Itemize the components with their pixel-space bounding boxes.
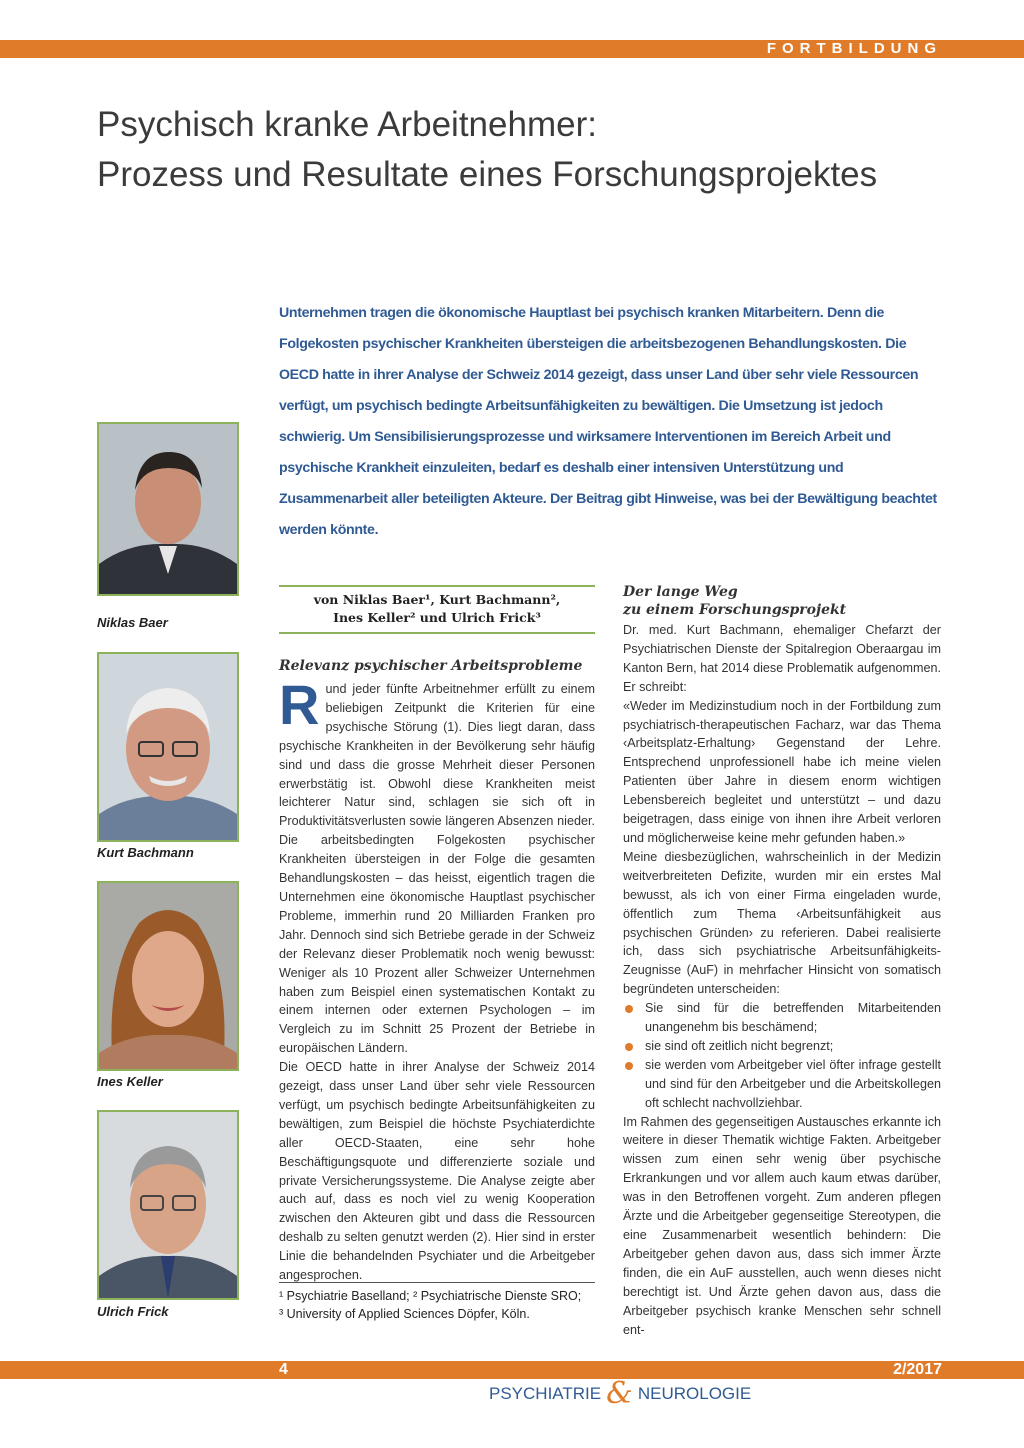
portrait-icon [99,883,237,1069]
byline-rule-bottom [279,632,595,634]
byline-rule-top [279,585,595,587]
byline-line-1: von Niklas Baer¹, Kurt Bachmann², [313,592,561,607]
heading-line-1: Der lange Weg [623,584,738,600]
paragraph: Im Rahmen des gegenseitigen Austausches erkannte ich weitere in dieser Thematik wichtige Fakten. Arbeitgeber wissen zum einen sehr wenig über psychische Erkrankungen und vor allem auch kaum etwas darüber, was in den Betroffenen vorgeht. Zum anderen pflegen Ärzte und die Arbeitgeber gegenseitige Stereotypen, die eine Zusammenarbeit wesentlich behindern: Die Arbeitgeber gehen davon aus, dass sich immer Ärzte finden, die ein AuF ausstellen, auch wenn dieses nicht berechtigt ist. Und Ärzte gehen davon aus, dass die Arbeitgeber psychisch kranke Menschen sehr schnell ent- [623,1114,941,1337]
quote-paragraph: «Weder im Medizinstudium noch in der Fortbildung zum psychiatrisch-therapeutischen Facharz, war das Thema ‹Arbeitsplatz-Erhaltung› Gegenstand der Lehre. Entsprechend unprofessionell habe ich meine vielen Patienten über Jahre in diesem enorm wichtigen Lebensbereich begleitet und unterstützt – und dazu beigetragen, dass einige von ihnen ihre Arbeit verloren und möglicherweise keine mehr gefunden haben.» [623,698,941,845]
paragraph: Die OECD hatte in ihrer Analyse der Schweiz 2014 gezeigt, dass unser Land über sehr viele Ressourcen verfügt, um psychisch bedingte Arbeitsunfähigkeiten zu bewältigen, zum Beispiel die höchste Psychiaterdichte aller OECD-Staaten, eine sehr hohe Beschäftigungsquote und differenzierte soziale und private Versicherungssysteme. Die Analyse zeigte aber auch auf, dass es noch viel zu wenig Kooperation zwischen den Akteuren gibt und dass die Ressourcen deshalb zu selten genutzt werden (2). Hier sind in erster Linie die behandelnden Psychiater und die Arbeitgeber angesprochen. [279,1060,595,1283]
footnote-line-1: ¹ Psychiatrie Baselland; ² Psychiatrische Dienste SRO; [279,1289,582,1303]
footnote-line-2: ³ University of Applied Sciences Döpfer, Köln. [279,1307,530,1321]
page-number: 4 [279,1361,288,1378]
byline-line-2: Ines Keller² und Ulrich Frick³ [333,610,541,625]
author-photo-kurt-bachmann [97,652,239,842]
footnotes [279,1287,599,1323]
paragraph [279,673,595,1058]
footnote-rule [279,1282,595,1283]
section-label: FORTBILDUNG [766,40,942,57]
author-photo-ines-keller [97,881,239,1071]
author-caption-ines-keller: Ines Keller [97,1074,163,1089]
portrait-icon [99,654,237,840]
author-caption-ulrich-frick: Ulrich Frick [97,1304,169,1319]
paragraph-text: und jeder fünfte Arbeitnehmer erfüllt zu einem beliebigen Zeitpunkt die Kriterien für eine psychische Störung (1). Dies liegt daran, dass psychische Krankheiten in der Bevölkerung sehr häufig sind und dass die grosse Mehrheit dieser Personen erwerbstätig ist. Obwohl diese Krankheiten meist leichterer Natur sind, schlagen sie sich oft in Produktivitätsverlusten sowie längeren Absenzen nieder. Die arbeitsbedingten Folgekosten psychischer Krankheiten übersteigen in der Folge die gesamten Behandlungskosten – das heisst, eigentlich tragen die Unternehmen eine ökonomische Hauptlast psychischer Probleme, immerhin rund 20 Milliarden Franken pro Jahr. Dennoch sind sich Betriebe gerade in der Schweiz der Relevanz dieser Problematik noch wenig bewusst: Weniger als 10 Prozent aller Schweizer Unternehmen haben zum Beispiel einen systematischen Kontakt zu einem internen oder externen Psychologen – im Vergleich zu im Schnitt 25 Prozent der Betriebe in europäischen Ländern. [279,682,595,1056]
footer-bar [0,1361,1024,1379]
paragraph: Meine diesbezüglichen, wahrscheinlich in der Medizin weitverbreiteten Defizite, wurden mir ein erstes Mal bewusst, als ich von einer Firma eingeladen wurde, öffentlich zum Thema ‹Arbeitsunfähigkeit aus psychischen Gründen› zu referieren. Dabei realisierte ich, dass sich psychiatrische Arbeitsunfähigkeits-Zeugnisse (AuF) in mehrfacher Hinsicht von somatisch begründeten unterscheiden: [623,849,941,997]
heading-line-2: zu einem Forschungsprojekt [623,602,847,618]
title-line-2: Prozess und Resultate eines Forschungsprojektes [97,155,878,194]
bullet-list [623,999,941,1112]
bullet-dot-icon [625,1005,633,1013]
portrait-icon [99,424,237,594]
author-caption-niklas-baer: Niklas Baer [97,615,168,630]
bullet-item: Sie sind für die betreffenden Mitarbeitenden unangenehm bis beschämend; [623,999,941,1037]
journal-word-1: PSYCHIATRIE [489,1384,602,1403]
portrait-icon [99,1112,237,1298]
bullet-item: sie sind oft zeitlich nicht begrenzt; [623,1037,941,1056]
paragraph: Dr. med. Kurt Bachmann, ehemaliger Chefarzt der Psychiatrischen Dienste der Spitalregion Oberaargau im Kanton Bern, hat 2014 diese Problematik aufgenommen. Er schreibt: [623,623,941,694]
author-photo-ulrich-frick [97,1110,239,1300]
column-left [279,673,595,1285]
journal-logo [489,1378,751,1409]
byline [279,591,595,627]
bullet-dot-icon [625,1062,633,1070]
article-title [97,100,977,200]
title-line-1: Psychisch kranke Arbeitnehmer: [97,105,597,144]
drop-cap: R [279,673,320,736]
author-caption-kurt-bachmann: Kurt Bachmann [97,845,194,860]
article-lead: Unternehmen tragen die ökonomische Hauptlast bei psychisch kranken Mitarbeitern. Denn die Folgekosten psychischer Krankheiten übersteigen die arbeitsbezogenen Behandlungskosten. Die OECD hatte in ihrer Analyse der Schweiz 2014 gezeigt, dass unser Land über sehr viele Ressourcen verfügt, um psychisch bedingte Arbeitsunfähigkeiten zu bewältigen. Die Umsetzung ist jedoch schwierig. Um Sensibilisierungsprozesse und wirksamere Interventionen im Bereich Arbeit und psychische Krankheit einzuleiten, bedarf es deshalb einer intensiven Unterstützung und Zusammenarbeit aller beteiligten Akteure. Der Beitrag gibt Hinweise, was bei der Bewältigung beachtet werden könnte. [279,305,937,538]
issue-number: 2/2017 [893,1361,942,1378]
author-photo-niklas-baer [97,422,239,596]
section-heading-relevanz: Relevanz psychischer Arbeitsprobleme [279,658,583,674]
bullet-item: sie werden vom Arbeitgeber viel öfter infrage gestellt und sind für den Arbeitgeber und die Arbeitskollegen oft schlecht nachvollziehbar. [623,1056,941,1113]
column-right [623,621,941,1339]
bullet-dot-icon [625,1043,633,1051]
journal-word-2: NEUROLOGIE [637,1384,752,1403]
journal-ampersand: & [606,1376,633,1411]
section-heading-forschungsprojekt [623,583,846,619]
